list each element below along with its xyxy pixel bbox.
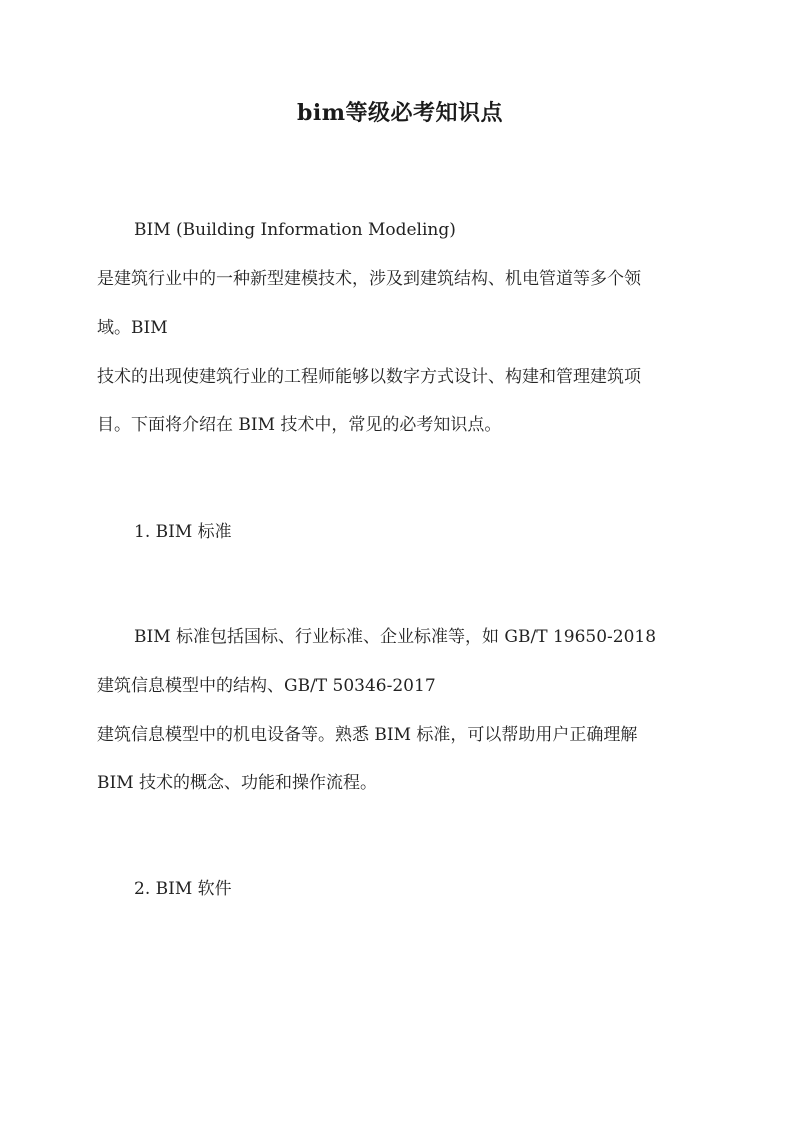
intro-line-5: 目。下面将介绍在 BIM 技术中，常见的必考知识点。	[97, 415, 502, 435]
intro-line-2: 是建筑行业中的一种新型建模技术，涉及到建筑结构、机电管道等多个领	[97, 269, 641, 289]
intro-line-1: BIM (Building Information Modeling)	[134, 220, 456, 240]
document-title: bim等级必考知识点	[296, 100, 504, 126]
section-2-heading: 2. BIM 软件	[134, 879, 232, 899]
section-1-heading: 1. BIM 标准	[134, 522, 232, 542]
section-1-line-3: 建筑信息模型中的机电设备等。熟悉 BIM 标准，可以帮助用户正确理解	[97, 725, 638, 745]
section-1-line-1: BIM 标准包括国标、行业标准、企业标准等，如 GB/T 19650-2018	[134, 627, 657, 647]
intro-line-3: 域。BIM	[97, 318, 168, 338]
section-1-line-4: BIM 技术的概念、功能和操作流程。	[97, 773, 378, 793]
section-1-line-2: 建筑信息模型中的结构、GB/T 50346-2017	[97, 676, 436, 696]
intro-line-4: 技术的出现使建筑行业的工程师能够以数字方式设计、构建和管理建筑项	[97, 367, 641, 387]
